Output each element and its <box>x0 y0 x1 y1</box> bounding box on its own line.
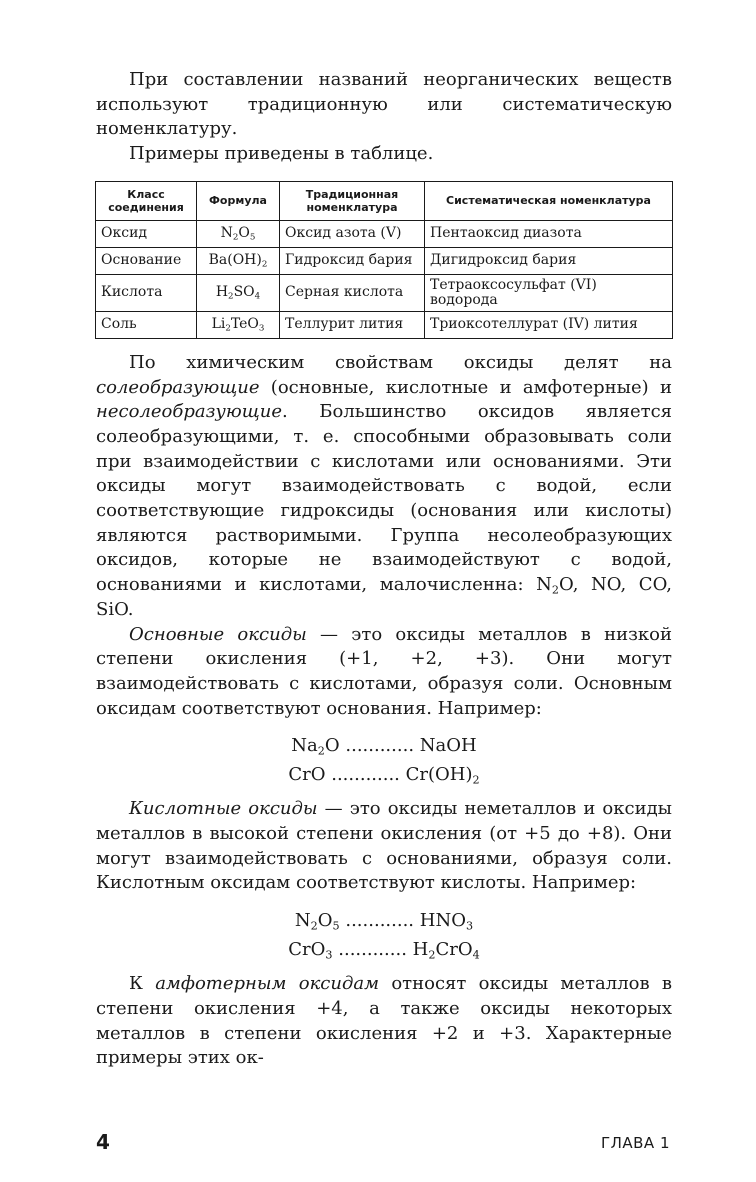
table-row <box>96 220 673 247</box>
nomenclature-table <box>95 181 673 339</box>
page-footer <box>96 1130 670 1158</box>
cell-systematic: Триоксотеллурат (IV) лития <box>425 311 673 338</box>
cell-systematic: Тетраоксосульфат (VI) водорода <box>425 274 673 311</box>
intro-paragraph: При составлении названий неорганических веществ используют традиционную или систематическую номенклатуру. <box>96 69 672 140</box>
table-row <box>96 311 673 338</box>
equation-line: CrO$_3$ ............ $H_2CrO_4$ <box>288 939 480 962</box>
cell-systematic: Пентаоксид диазота <box>425 220 673 247</box>
basic-oxides-paragraph: Основные оксиды — это оксиды металлов в низкой степени окисления (+1, +2, +3). Они могут взаимодействовать с кислотами, образуя соли. Основным оксидам соответствуют основания. Например: <box>96 623 672 719</box>
table-row <box>96 247 673 274</box>
table-header-row <box>96 181 673 220</box>
equation-line: CrO ............ $Cr(OH)_2$ <box>288 764 480 787</box>
header-class: Класс соединения <box>96 181 197 220</box>
basic-oxides-examples <box>96 731 672 789</box>
cell-formula: $Ba(OH)_2$ <box>197 247 280 274</box>
page-number: 4 <box>96 1130 110 1154</box>
cell-traditional: Теллурит лития <box>280 311 425 338</box>
cell-traditional: Серная кислота <box>280 274 425 311</box>
cell-formula: $H_2SO_4$ <box>197 274 280 311</box>
header-formula: Формула <box>197 181 280 220</box>
equation-line: $N_2O_5$ ............ $HNO_3$ <box>294 910 474 933</box>
cell-systematic: Дигидроксид бария <box>425 247 673 274</box>
cell-formula: $N_2O_5$ <box>197 220 280 247</box>
cell-class: Основание <box>96 247 197 274</box>
cell-class: Оксид <box>96 220 197 247</box>
header-traditional: Традиционная номенклатура <box>280 181 425 220</box>
intro-table-reference: Примеры приведены в таблице. <box>129 143 434 165</box>
page-content <box>96 68 672 1071</box>
cell-traditional: Гидроксид бария <box>280 247 425 274</box>
term-salt-forming: солеобразующие <box>96 376 260 398</box>
equation-line: $Na_2O$ ............ NaOH <box>291 735 477 758</box>
acidic-oxides-paragraph: Кислотные оксиды — это оксиды неметаллов и оксиды металлов в высокой степени окисления (от +5 до +8). Они могут взаимодействовать с основаниями, образуя соли. Кислотным оксидам соответствуют кислоты. Например: <box>96 798 672 894</box>
oxide-classification-paragraph: По химическим свойствам оксиды делят на солеобразующие (основные, кислотные и амфотерные) и несолеобразующие. Большинство оксидов является солеобразующими, т. е. способными образовывать соли при взаимодействии с кислотами или основаниями. Эти оксиды могут взаимодействовать с водой, если соответствующие гидроксиды (основания или кислоты) являются растворимыми. Группа несолеобразующих оксидов, которые не взаимодействуют с водой, основаниями и кислотами, малочисленна: $N_2O$, NO, CO, SiO. <box>96 351 672 620</box>
acidic-oxides-examples <box>96 906 672 964</box>
cell-class: Соль <box>96 311 197 338</box>
running-header-chapter: ГЛАВА 1 <box>600 1134 670 1152</box>
header-systematic: Систематическая номенклатура <box>425 181 673 220</box>
amphoteric-oxides-paragraph: К амфотерным оксидам относят оксиды металлов в степени окисления +4, а также оксиды некоторых металлов в степени окисления +2 и +3. Характерные примеры этих ок- <box>96 973 673 1069</box>
term-basic-oxides: Основные оксиды <box>129 623 307 645</box>
term-non-salt-forming: несолеобразующие <box>96 401 282 423</box>
term-acidic-oxides: Кислотные оксиды <box>129 798 318 820</box>
cell-traditional: Оксид азота (V) <box>280 220 425 247</box>
cell-formula: $Li_2TeO_3$ <box>197 311 280 338</box>
term-amphoteric-oxides: амфотерным оксидам <box>155 973 380 995</box>
table-row <box>96 274 673 311</box>
cell-class: Кислота <box>96 274 197 311</box>
